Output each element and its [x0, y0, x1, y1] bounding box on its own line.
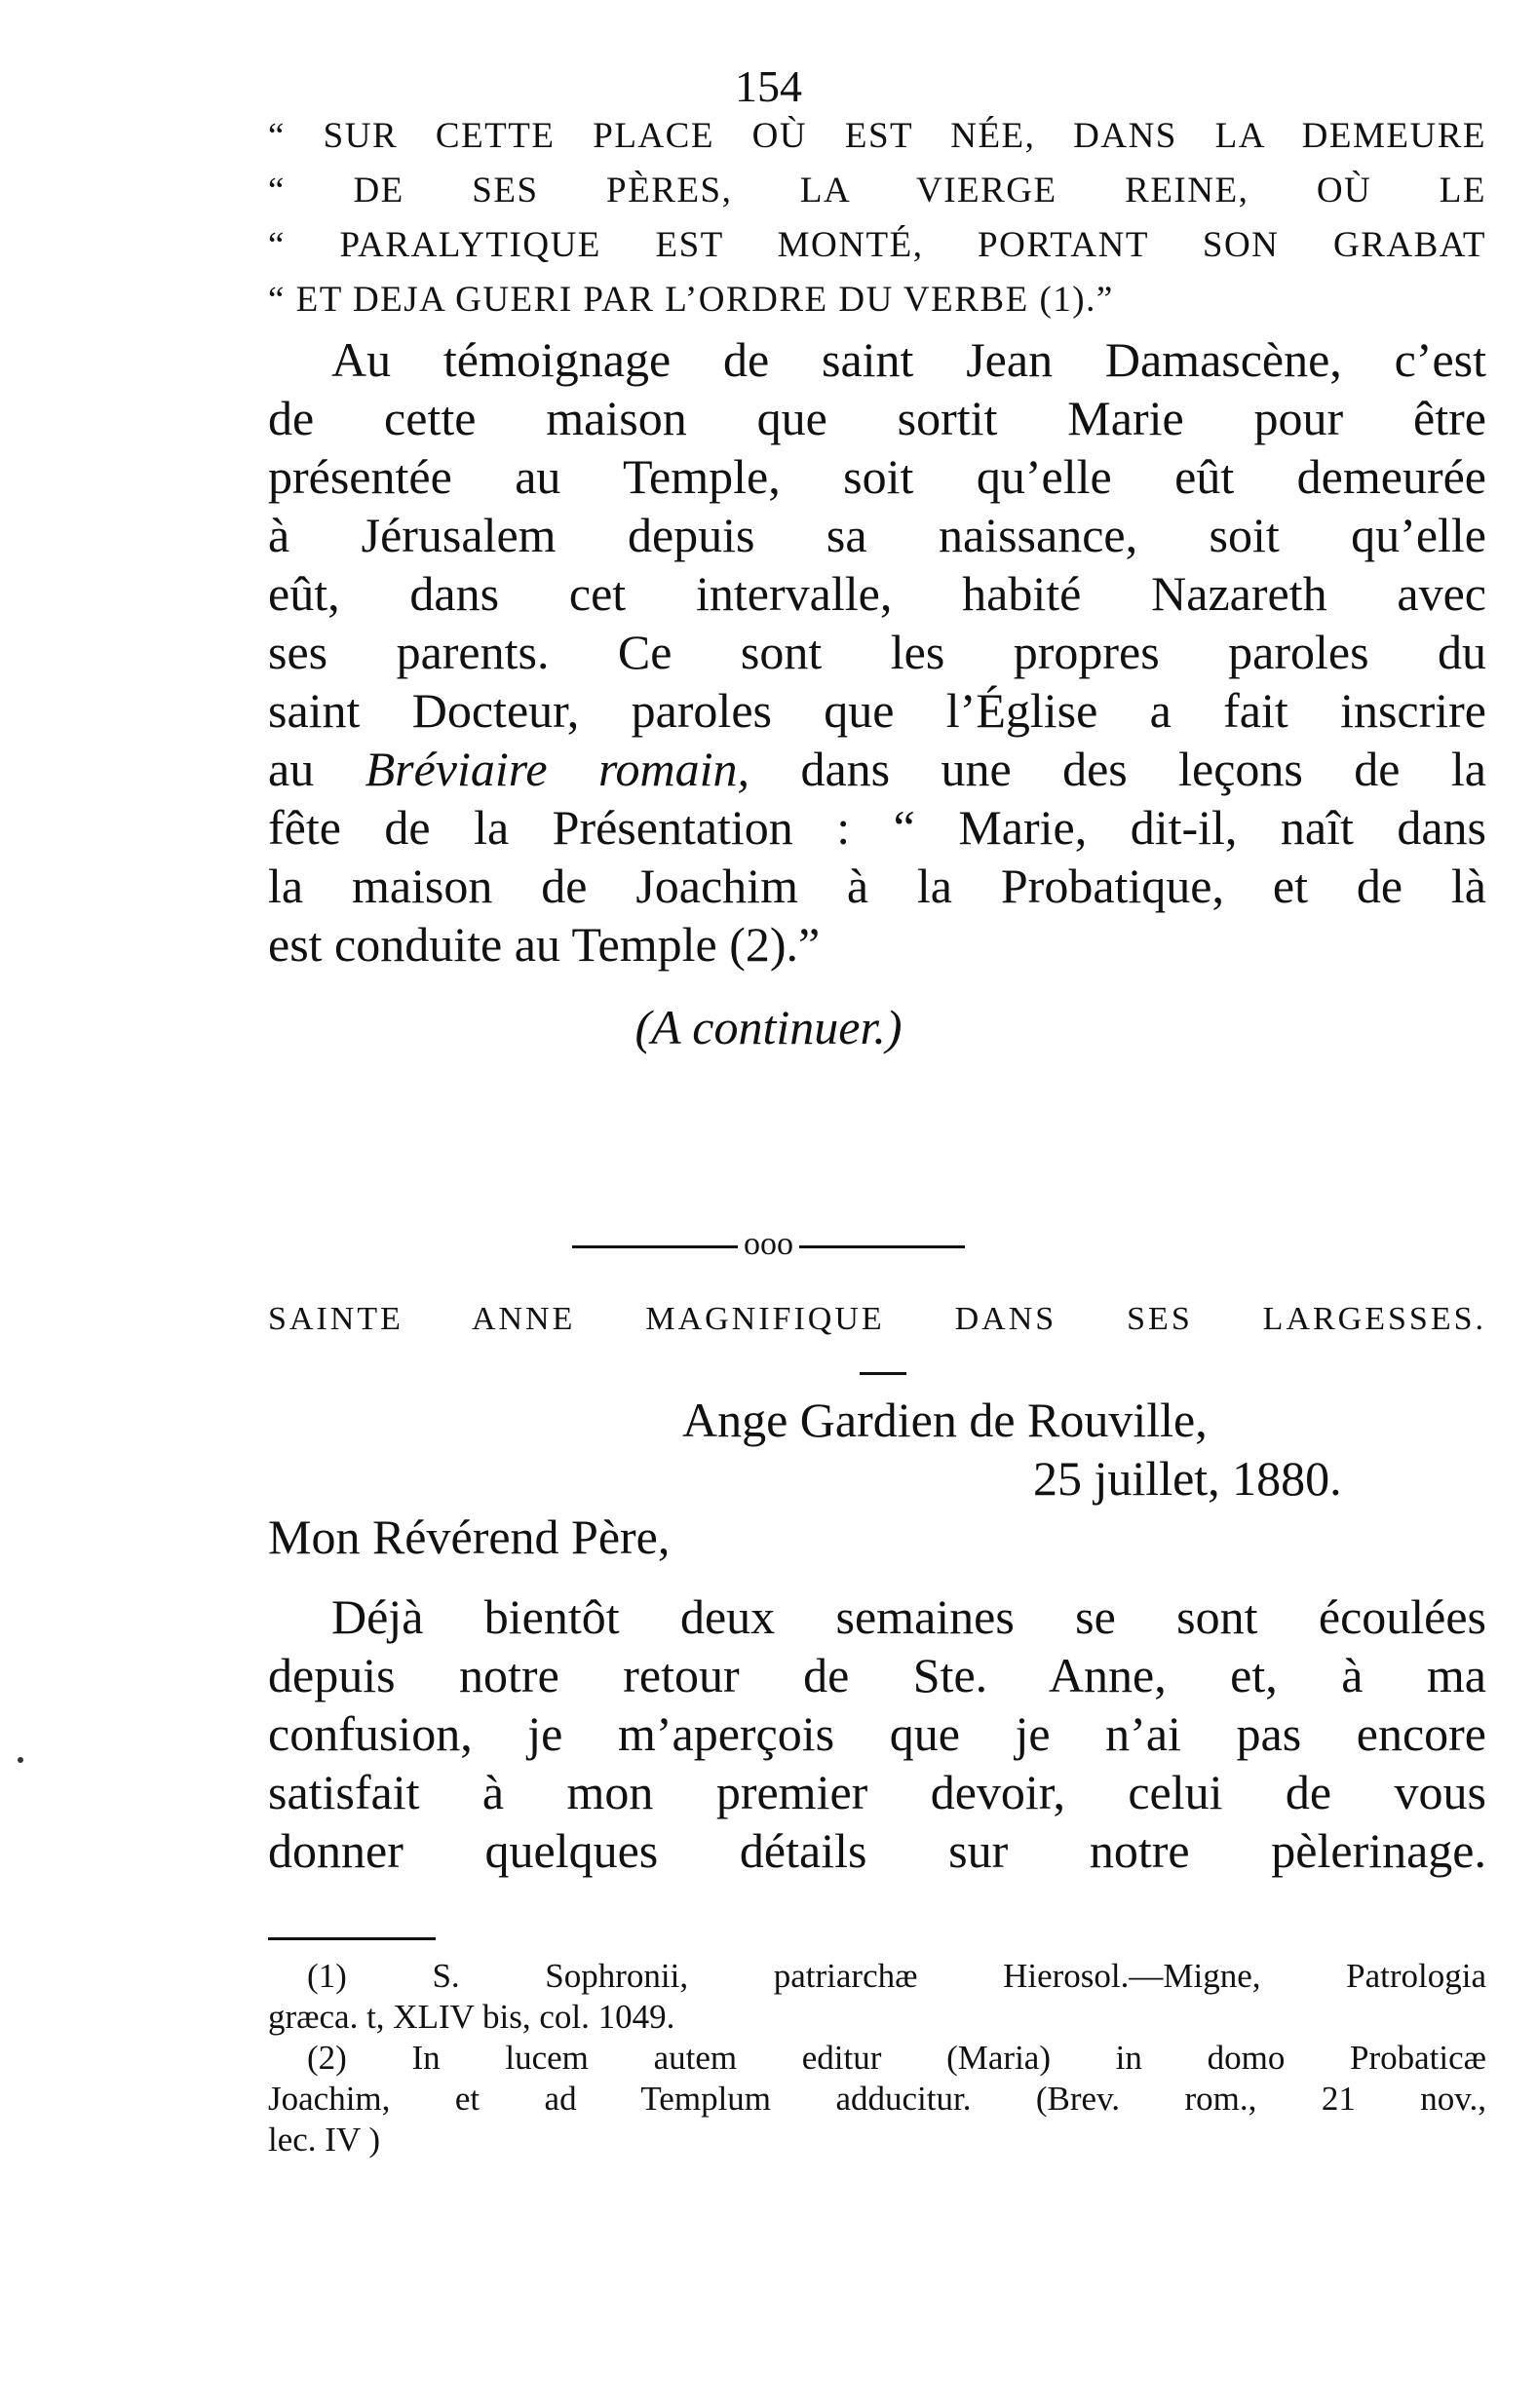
letter-line: confusion, je m’aperçois que je n’ai pas encore [268, 1706, 1486, 1761]
footnote-line: (2) In lucem autem editur (Maria) in domo Probaticæ [307, 2039, 1486, 2077]
letter-line: donner quelques détails sur notre pèlerinage. [268, 1823, 1486, 1878]
footnote-line: lec. IV ) [268, 2121, 380, 2159]
letter-place: Ange Gardien de Rouville, [682, 1393, 1208, 1447]
quote-line: “ DE SES PÈRES, LA VIERGE REINE, OÙ LE [268, 171, 1486, 210]
continue-note: (A continuer.) [634, 1000, 903, 1054]
letter-line: Déjà bientôt deux semaines se sont écoulées [331, 1589, 1486, 1644]
letter-line: satisfait à mon premier devoir, celui de vous [268, 1765, 1486, 1819]
paragraph-line: Au témoignage de saint Jean Damascène, c’est [331, 332, 1486, 387]
paragraph-line-breviary [268, 741, 1486, 797]
heading-rule [860, 1372, 906, 1375]
paragraph-line: eût, dans cet intervalle, habité Nazareth avec [268, 566, 1486, 621]
footnote-line: (1) S. Sophronii, patriarchæ Hierosol.—Migne, Patrologia [307, 1957, 1486, 1995]
footnote-rule [268, 1937, 436, 1940]
footnote-line: græca. t, XLIV bis, col. 1049. [268, 1998, 675, 2036]
paragraph-line: présentée au Temple, soit qu’elle eût demeurée [268, 449, 1486, 504]
page-number: 154 [735, 61, 802, 111]
breviary-pre: au [268, 742, 365, 796]
paragraph-line: est conduite au Temple (2).” [268, 917, 821, 972]
quote-line: “ SUR CETTE PLACE OÙ EST NÉE, DANS LA DEMEURE [268, 116, 1486, 156]
paragraph-line: à Jérusalem depuis sa naissance, soit qu’elle [268, 508, 1486, 562]
section-separator [0, 1226, 1537, 1263]
letter-date: 25 juillet, 1880. [1033, 1451, 1342, 1506]
paragraph-line: de cette maison que sortit Marie pour être [268, 391, 1486, 445]
letter-salutation: Mon Révérend Père, [268, 1510, 671, 1564]
quote-line: “ ET DEJA GUERI PAR L’ORDRE DU VERBE (1).” [268, 280, 1114, 320]
quote-line: “ PARALYTIQUE EST MONTÉ, PORTANT SON GRABAT [268, 225, 1486, 265]
paragraph-line: saint Docteur, paroles que l’Église a fait inscrire [268, 683, 1486, 738]
letter-line: depuis notre retour de Ste. Anne, et, à ma [268, 1648, 1486, 1702]
paragraph-line: la maison de Joachim à la Probatique, et de là [268, 859, 1486, 913]
section-heading: SAINTE ANNE MAGNIFIQUE DANS SES LARGESSES. [268, 1301, 1486, 1337]
scan-speck [18, 1757, 23, 1763]
footnote-line: Joachim, et ad Templum adducitur. (Brev. rom., 21 nov., [268, 2080, 1486, 2118]
breviary-post: dans une des leçons de la [749, 742, 1486, 796]
separator-text: ooo [744, 1226, 793, 1262]
breviary-title: Bréviaire romain, [365, 742, 750, 796]
paragraph-line: ses parents. Ce sont les propres paroles du [268, 625, 1486, 679]
paragraph-line: fête de la Présentation : “ Marie, dit-il, naît dans [268, 800, 1486, 855]
